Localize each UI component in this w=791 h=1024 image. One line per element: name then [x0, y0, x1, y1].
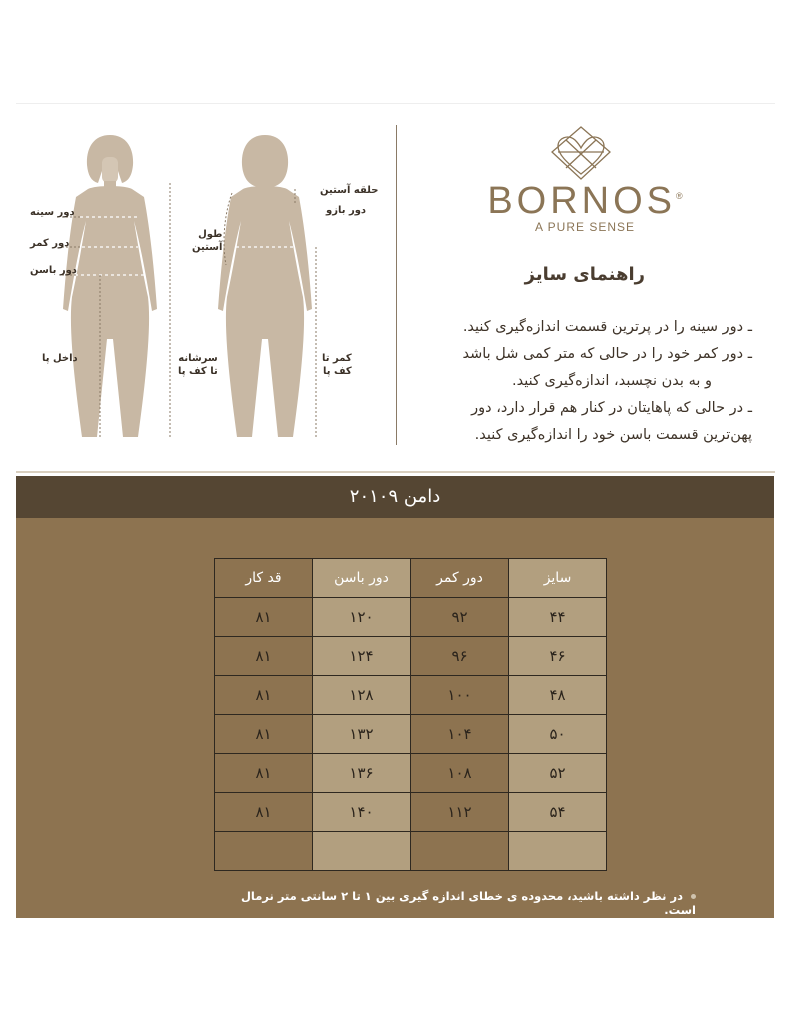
cell-length: ۸۱ — [215, 676, 313, 715]
cell-size: ۵۴ — [509, 793, 607, 832]
table-row — [215, 715, 607, 754]
cell-hip: ۱۲۴ — [313, 637, 411, 676]
header-length: قد کار — [215, 559, 313, 598]
section-rule — [16, 471, 775, 473]
cell-length: ۸۱ — [215, 754, 313, 793]
instruction-line: پهن‌ترین قسمت باسن خود را اندازه‌گیری کنید. — [474, 427, 752, 443]
product-title: دامن ۲۰۱۰۹ — [16, 476, 774, 518]
brand-tagline: A PURE SENSE — [534, 220, 636, 234]
table-row — [215, 676, 607, 715]
cell-waist — [411, 832, 509, 871]
label-chest: دور سینه — [30, 207, 75, 218]
table-header-row — [215, 559, 607, 598]
body-figures-illustration — [20, 125, 390, 455]
instruction-line: ـ در حالی که پاهایتان در کنار هم قرار دارد، دور — [471, 400, 752, 416]
table-row — [215, 754, 607, 793]
top-rule — [16, 103, 775, 104]
cell-length: ۸۱ — [215, 715, 313, 754]
label-waist: دور کمر — [30, 238, 70, 249]
cell-hip: ۱۳۶ — [313, 754, 411, 793]
label-arm-circumference: دور بازو — [326, 205, 367, 216]
cell-size: ۵۰ — [509, 715, 607, 754]
back-figure — [218, 135, 312, 437]
table-row — [215, 598, 607, 637]
size-guide-title: راهنمای سایز — [524, 264, 645, 285]
label-inseam: داخل پا — [42, 353, 78, 364]
header-size: سایز — [509, 559, 607, 598]
cell-waist: ۱۰۸ — [411, 754, 509, 793]
cell-length: ۸۱ — [215, 637, 313, 676]
cell-size: ۴۶ — [509, 637, 607, 676]
cell-waist: ۹۶ — [411, 637, 509, 676]
cell-waist: ۱۰۰ — [411, 676, 509, 715]
instruction-line: ـ دور سینه را در پرترین قسمت اندازه‌گیری کنید. — [462, 319, 752, 335]
cell-size — [509, 832, 607, 871]
label-armhole: حلقه آستین — [320, 185, 379, 196]
measurement-footnote: در نظر داشته باشید، محدوده ی خطای اندازه گیری بین ۱ تا ۲ سانتی متر نرمال است. — [240, 889, 696, 917]
table-row — [215, 793, 607, 832]
header-waist: دور کمر — [411, 559, 509, 598]
bullet-icon — [691, 894, 696, 899]
instruction-line: ـ دور کمر خود را در حالی که متر کمی شل باشد — [462, 346, 752, 362]
measurement-diagram — [20, 125, 390, 455]
diamond-heart-icon — [548, 124, 614, 182]
cell-waist: ۱۱۲ — [411, 793, 509, 832]
front-figure — [63, 135, 157, 437]
cell-hip: ۱۴۰ — [313, 793, 411, 832]
cell-length: ۸۱ — [215, 793, 313, 832]
cell-hip: ۱۲۸ — [313, 676, 411, 715]
cell-hip: ۱۳۲ — [313, 715, 411, 754]
cell-length: ۸۱ — [215, 598, 313, 637]
cell-waist: ۱۰۴ — [411, 715, 509, 754]
cell-size: ۴۸ — [509, 676, 607, 715]
vertical-divider — [396, 125, 397, 445]
cell-hip: ۱۲۰ — [313, 598, 411, 637]
label-shoulder-to-sole: سرشانه تا کف پا — [178, 353, 218, 377]
label-waist-to-sole: کمر تا کف پا — [322, 353, 352, 377]
instruction-line: و به بدن نچسبد، اندازه‌گیری کنید. — [512, 373, 712, 389]
size-table — [214, 558, 607, 871]
header-hip: دور باسن — [313, 559, 411, 598]
size-table-section — [16, 476, 774, 918]
cell-waist: ۹۲ — [411, 598, 509, 637]
label-sleeve-length: طول آستین — [192, 229, 223, 253]
table-row — [215, 637, 607, 676]
cell-size: ۴۴ — [509, 598, 607, 637]
cell-size: ۵۲ — [509, 754, 607, 793]
brand-name: BORNOS® — [487, 180, 683, 222]
label-hip: دور باسن — [30, 265, 77, 276]
table-row-empty — [215, 832, 607, 871]
cell-hip — [313, 832, 411, 871]
size-guide-instructions — [412, 314, 752, 449]
cell-length — [215, 832, 313, 871]
